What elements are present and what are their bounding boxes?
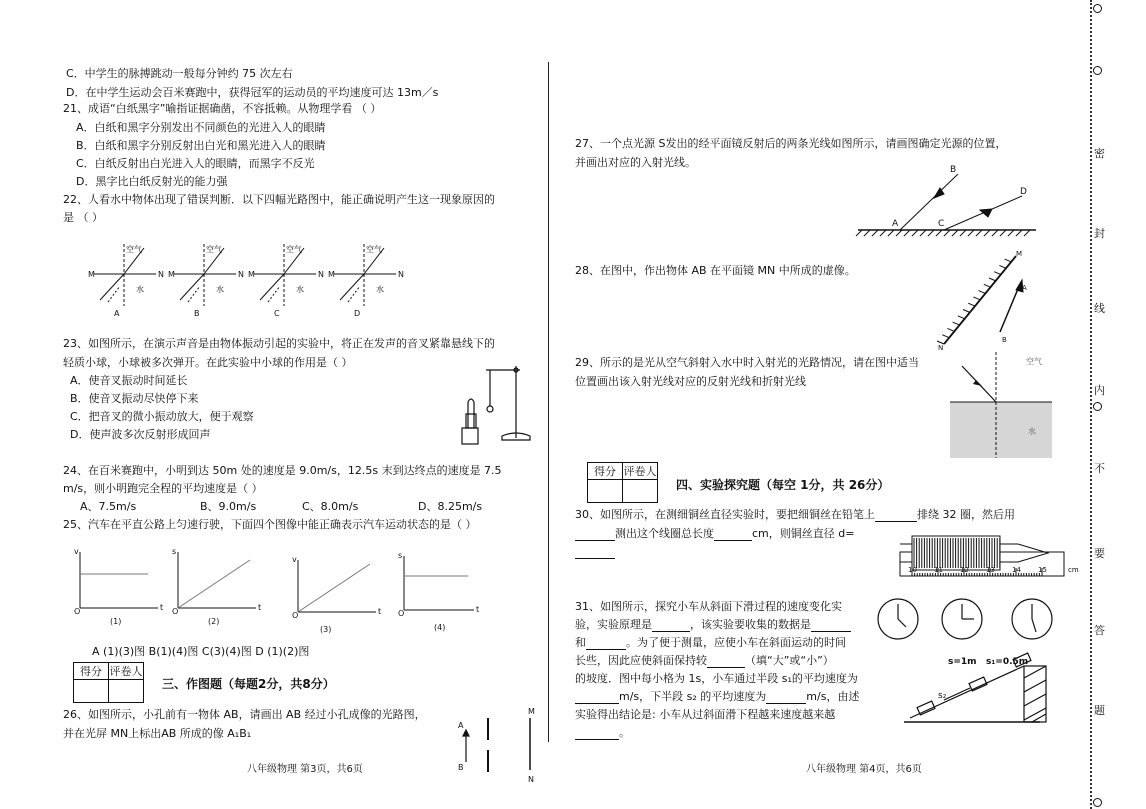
q28-question: 28、在图中，作出物体 AB 在平面镜 MN 中所成的虚像。 (575, 264, 856, 277)
q29-label-water: 水 (1028, 427, 1036, 436)
q31-text-c2: 。为了便于测量，应使小车在斜面运动的时间 (626, 636, 846, 649)
q24-question-line1: 24、在百米赛跑中，小明到达 50m 处的速度是 9.0m/s，12.5s 末到达终点的速度是 7.5 (63, 464, 502, 477)
q25-axis-o: O (398, 609, 405, 618)
mirror-hatch (979, 291, 986, 294)
answer-blank[interactable] (714, 540, 752, 541)
q31-line6 (575, 690, 859, 704)
mirror-hatch (994, 272, 1001, 275)
light-ray (180, 274, 204, 300)
q26-label-b: B (458, 763, 464, 772)
q23-question-line1: 23、如图所示，在演示声音是由物体振动引起的实验中，将正在发声的音叉紧靠悬线下的 (63, 337, 495, 350)
q31-line2 (575, 618, 851, 632)
label-n: N (238, 270, 244, 279)
q27-label-a: A (892, 219, 899, 229)
mirror-hatch (928, 230, 934, 236)
q30-text-a: 30、如图所示，在测细铜丝直径实验时，要把细铜丝在铅笔上 (575, 508, 875, 521)
q24-option-c: C、8.0m/s (302, 500, 359, 513)
q25-axis-t: t (378, 607, 382, 616)
binding-char: 内 (1094, 384, 1105, 397)
mirror-hatch (960, 230, 966, 236)
q26-question-line2: 并在光屏 MN上标出AB 所成的像 A₁B₁ (63, 727, 252, 740)
binding-char: 封 (1094, 227, 1105, 240)
q24-question-line2: m/s，则小明跑完全程的平均速度是（ ） (63, 482, 263, 495)
light-ray (100, 274, 124, 300)
label-water: 水 (376, 285, 384, 294)
binding-hole (1093, 4, 1102, 13)
score-box-section-4 (587, 462, 658, 503)
score-label: 得分 (74, 663, 109, 680)
label-n: N (398, 270, 404, 279)
mirror-hatch (1016, 230, 1022, 236)
label-m: M (168, 270, 175, 279)
q31-text-f3: m/s，由述 (806, 690, 860, 703)
q23-question-line2: 轻质小球，小球被多次弹开。在此实验中小球的作用是（ ） (63, 356, 353, 369)
q25-axis-o: O (172, 607, 179, 616)
binding-char: 答 (1094, 624, 1105, 637)
answer-blank[interactable] (707, 667, 745, 668)
binding-hole (1093, 402, 1102, 411)
q28-label-a: A (1022, 284, 1027, 292)
mirror-hatch (872, 230, 878, 236)
label-m: M (328, 270, 335, 279)
mirror-hatch (952, 230, 958, 236)
q25-caption-4: (4) (434, 623, 446, 632)
mirror-hatch (968, 303, 975, 306)
q25-axis-o: O (292, 611, 299, 620)
binding-char: 密 (1094, 147, 1105, 160)
mirror-hatch (942, 335, 949, 338)
light-ray (340, 274, 364, 300)
q26-pinhole-diagram (454, 707, 544, 786)
q31-line4 (575, 654, 834, 668)
q31-line8 (575, 726, 630, 740)
answer-blank[interactable] (575, 558, 615, 559)
q24-option-a: A、7.5m/s (80, 500, 137, 513)
q25-caption-3: (3) (320, 625, 332, 634)
q29-label-air: 空气 (1026, 357, 1042, 366)
section-4-title: 四、实验探究题（每空 1分，共 26分） (676, 478, 890, 492)
ruler-label: 11 (934, 566, 943, 574)
mirror-hatch (856, 230, 862, 236)
answer-blank[interactable] (575, 739, 619, 740)
mirror-hatch (992, 230, 998, 236)
binding-hole (1093, 798, 1102, 807)
mirror-hatch (912, 230, 918, 236)
q20-option-c: C．中学生的脉搏跳动一般每分钟约 75 次左右 (66, 67, 293, 80)
q21-option-b: B．白纸和黑字分别反射出白光和黑光进入人的眼睛 (76, 139, 326, 152)
q27-label-c: C (938, 219, 945, 229)
column-divider (548, 62, 549, 742)
label-water: 水 (296, 285, 304, 294)
mirror-hatch (984, 284, 991, 287)
q25-axis-t: t (258, 603, 262, 612)
q31-line1: 31、如图所示，探究小车从斜面下滑过程的速度变化实 (575, 600, 842, 613)
label-m: M (248, 270, 255, 279)
q31-label-s1: s₁=0.5m (986, 657, 1029, 667)
answer-blank[interactable] (811, 631, 851, 632)
label-air: 空气 (366, 245, 382, 254)
mirror-hatch (936, 230, 942, 236)
mirror-hatch (1008, 230, 1014, 236)
answer-blank[interactable] (575, 703, 619, 704)
mirror-hatch (944, 230, 950, 236)
q24-option-d: D、8.25m/s (418, 500, 483, 513)
q30-text-a2: 排绕 32 圈，然后用 (917, 508, 1015, 521)
ruler-label: 15 (1038, 566, 1047, 574)
q31-incline-experiment (874, 596, 1064, 732)
binding-hole (1093, 66, 1102, 75)
ruler-label: 10 (908, 566, 917, 574)
q27-question-line2: 并画出对应的入射光线。 (575, 156, 696, 169)
q22-refraction-diagrams (86, 240, 406, 320)
q30-question-line3 (575, 545, 615, 559)
label-air: 空气 (126, 245, 142, 254)
q25-motion-graphs (70, 546, 480, 638)
mirror-hatch (1000, 230, 1006, 236)
mirror-hatch (963, 310, 970, 313)
page-footer-right: 八年级物理 第4页，共6页 (806, 764, 922, 775)
q25-caption-2: (2) (208, 617, 220, 626)
grader-label: 评卷人 (109, 663, 144, 680)
q30-text-b1: 测出这个线圈总长度 (615, 527, 714, 540)
q25-axis-s: s (398, 551, 403, 560)
q22-question-line1: 22、人看水中物体出现了错误判断．以下四幅光路图中，能正确说明产生这一现象原因的 (63, 193, 495, 206)
virtual-ray (268, 286, 280, 302)
q31-line7 (575, 708, 835, 722)
virtual-ray (348, 286, 360, 302)
label-n: N (318, 270, 324, 279)
q21-question: 21、成语“白纸黑字”喻指证据确凿，不容抵赖。从物理学看 （ ） (63, 102, 382, 115)
ruler-label: 12 (960, 566, 969, 574)
mirror-hatch (896, 230, 902, 236)
binding-char: 题 (1094, 704, 1105, 717)
virtual-ray (108, 286, 120, 302)
label-air: 空气 (206, 245, 222, 254)
light-ray (260, 274, 284, 300)
q27-label-d: D (1020, 187, 1027, 197)
q30-text-b2: cm，则铜丝直径 d= (752, 527, 855, 540)
answer-blank[interactable] (766, 703, 806, 704)
mirror-hatch (888, 230, 894, 236)
score-label: 得分 (588, 463, 623, 480)
diagram-letter: C (274, 309, 280, 318)
q23-option-c: C．把音叉的微小振动放大，便于观察 (70, 410, 254, 423)
ruler-label: 13 (986, 566, 995, 574)
q25-caption-1: (1) (110, 617, 122, 626)
q24-option-b: B、9.0m/s (200, 500, 257, 513)
q26-label-n: N (528, 775, 534, 784)
mirror-hatch (989, 278, 996, 281)
q28-mirror-diagram (938, 248, 1028, 352)
mirror-hatch (1024, 230, 1030, 236)
mirror-hatch (880, 230, 886, 236)
q31-line5: 的坡度．图中每小格为 1s，小车通过半段 s₁的平均速度为 (575, 672, 858, 685)
q29-question-line2: 位置画出该入射光线对应的反射光线和折射光线 (575, 375, 806, 388)
page-footer-left: 八年级物理 第3页，共6页 (247, 764, 363, 775)
q29-refraction-diagram (950, 352, 1052, 458)
q25-axis-s: s (172, 547, 177, 556)
mirror-hatch (958, 316, 965, 319)
q25-axis-v: v (74, 547, 79, 556)
ruler-label: cm (1068, 566, 1079, 574)
q31-text-b: 验，实验原理是 (575, 618, 652, 631)
binding-char: 要 (1094, 547, 1105, 560)
mirror-hatch (864, 230, 870, 236)
q28-label-b: B (1002, 336, 1007, 344)
q23-option-b: B．使音叉振动尽快停下来 (70, 392, 199, 405)
q29-question-line1: 29、所示的是光从空气斜射入水中时入射光的光路情况，请在图中适当 (575, 356, 919, 369)
diagram-letter: D (354, 309, 361, 318)
q25-axis-o: O (74, 607, 81, 616)
q27-question-line1: 27、一个点光源 S发出的经平面镜反射后的两条光线如图所示，请画图确定光源的位置， (575, 137, 1007, 150)
q26-question-line1: 26、如图所示，小孔前有一物体 AB，请画出 AB 经过小孔成像的光路图， (63, 708, 426, 721)
answer-blank[interactable] (575, 540, 615, 541)
mirror-hatch (904, 230, 910, 236)
q22-question-line2: 是 （ ） (63, 211, 103, 224)
q25-axis-t: t (476, 605, 480, 614)
tuning-fork-apparatus (460, 362, 532, 448)
mirror-hatch (973, 297, 980, 300)
q28-label-n: N (938, 344, 944, 352)
q30-question-line2 (575, 527, 854, 541)
q23-option-a: A．使音叉振动时间延长 (70, 374, 188, 387)
binding-char: 不 (1094, 462, 1105, 475)
mirror-hatch (947, 328, 954, 331)
label-water: 水 (136, 285, 144, 294)
q31-label-s: s=1m (948, 657, 977, 667)
label-air: 空气 (286, 245, 302, 254)
q30-ruler-coil (898, 522, 1079, 580)
mirror-hatch (953, 322, 960, 325)
q28-label-m: M (1016, 250, 1023, 258)
q26-label-a: A (458, 721, 464, 730)
mirror-hatch (1005, 259, 1012, 262)
binding-char: 线 (1094, 302, 1105, 315)
q31-text-c1: 和 (575, 636, 586, 649)
q20-option-d: D．在中学生运动会百米赛跑中，获得冠军的运动员的平均速度可达 13m／s (66, 86, 439, 99)
q31-line3 (575, 636, 846, 650)
q31-text-d: 长些，因此应使斜面保持较 (575, 654, 707, 667)
label-water: 水 (216, 285, 224, 294)
answer-blank[interactable] (652, 631, 690, 632)
answer-blank[interactable] (586, 649, 626, 650)
q26-label-m: M (528, 707, 535, 716)
mirror-hatch (968, 230, 974, 236)
q21-option-a: A．白纸和黑字分别发出不同颜色的光进入人的眼睛 (76, 121, 326, 134)
q27-mirror-diagram (852, 160, 1042, 236)
q25-options: A (1)(3)图 B(1)(4)图 C(3)(4)图 D (1)(2)图 (92, 645, 310, 658)
q31-text-g: 实验得出结论是: 小车从过斜面滑下程越来速度越来越 (575, 708, 836, 721)
section-3-title: 三、作图题（每题2分，共8分） (162, 677, 335, 691)
mirror-hatch (999, 265, 1006, 268)
q31-text-b2: ，该实验要收集的数据是 (690, 618, 811, 631)
diagram-letter: B (194, 309, 200, 318)
grader-label: 评卷人 (623, 463, 658, 480)
q21-option-d: D．黑字比白纸反射光的能力强 (76, 175, 228, 188)
q31-text-h: 。 (619, 726, 630, 739)
score-box-section-3 (73, 662, 144, 703)
q25-axis-v: v (292, 555, 297, 564)
q25-axis-t: t (160, 603, 164, 612)
q31-text-d2: （填“大”或“小”） (745, 654, 834, 667)
q21-option-c: C．白纸反射出白光进入人的眼睛，而黑字不反光 (76, 157, 315, 170)
label-n: N (158, 270, 164, 279)
q25-question: 25、汽车在平直公路上匀速行驶，下面四个图像中能正确表示汽车运动状态的是（ ） (63, 518, 477, 531)
q27-label-b: B (950, 165, 957, 175)
q23-option-d: D．使声波多次反射形成回声 (70, 428, 211, 441)
q31-text-f2: m/s，下半段 s₂ 的平均速度为 (619, 690, 767, 703)
mirror-hatch (976, 230, 982, 236)
q30-question-line1 (575, 508, 1015, 522)
label-m: M (88, 270, 95, 279)
virtual-ray (188, 286, 200, 302)
q31-label-s2: s₂ (938, 691, 947, 701)
ruler-label: 14 (1012, 566, 1021, 574)
mirror-hatch (984, 230, 990, 236)
mirror-hatch (920, 230, 926, 236)
diagram-letter: A (114, 309, 120, 318)
